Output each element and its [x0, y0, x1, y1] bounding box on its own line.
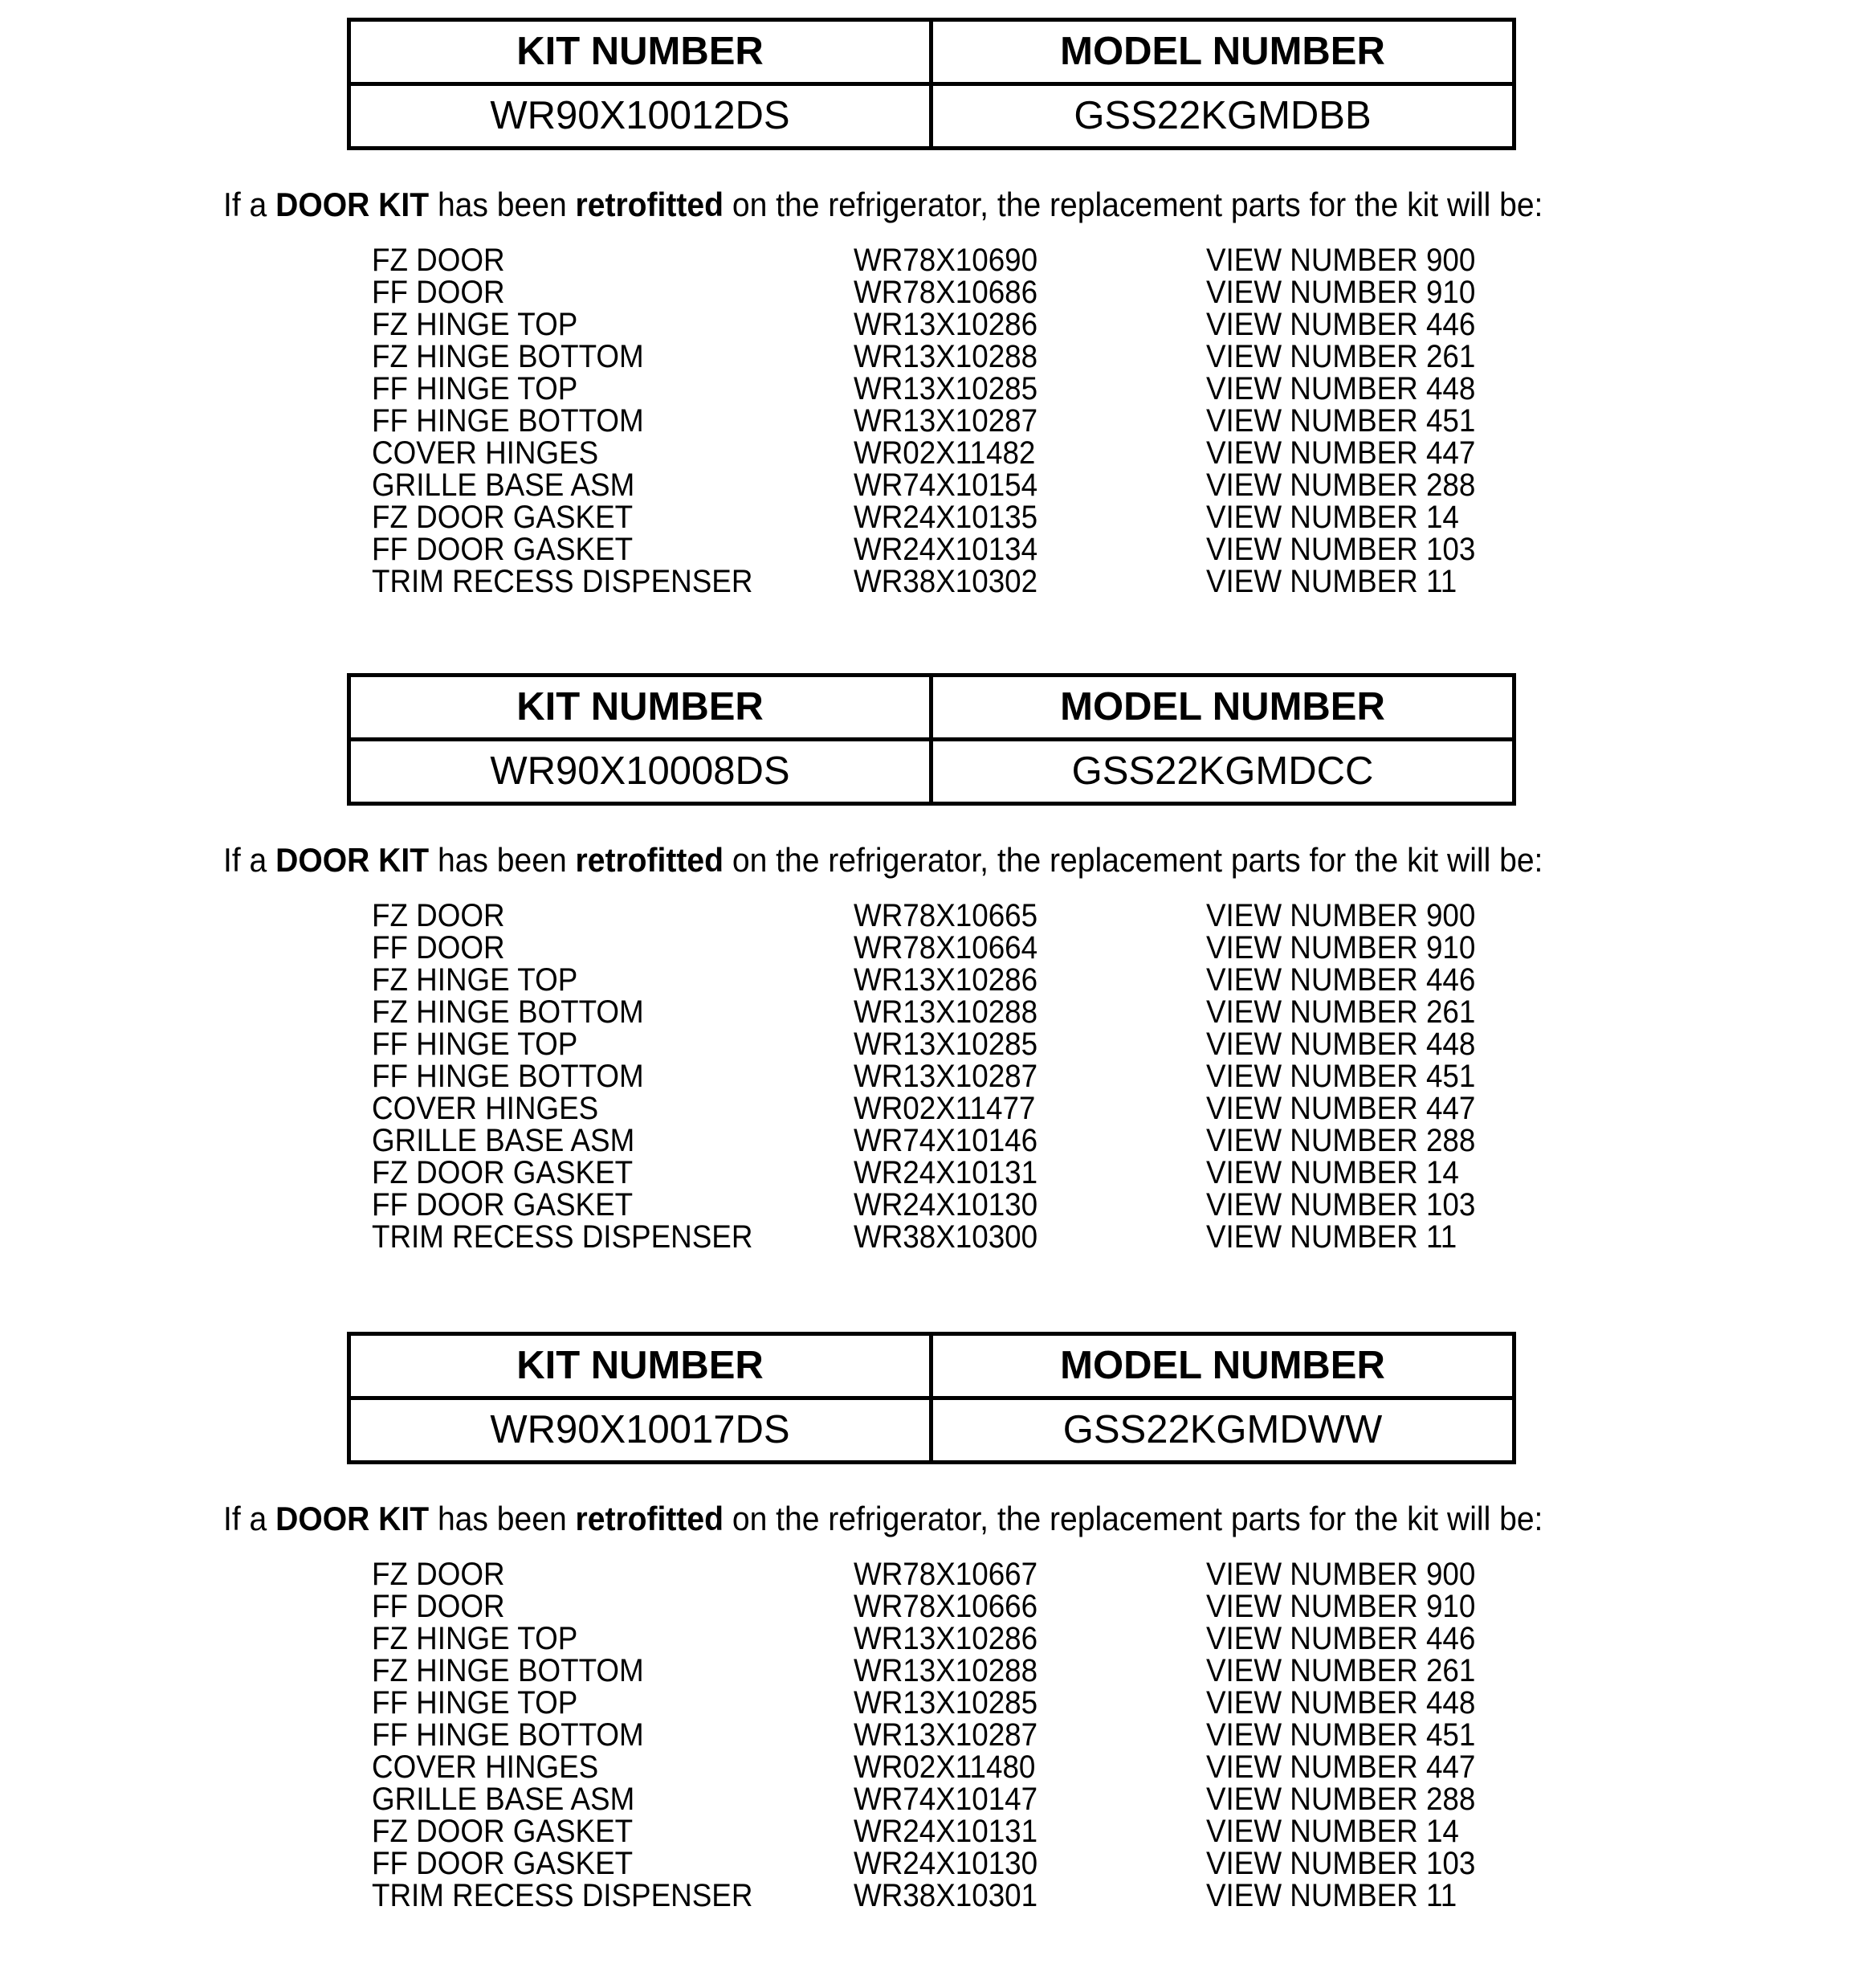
- part-label: COVER HINGES: [372, 1091, 599, 1126]
- table-value-row: [349, 84, 1514, 149]
- view-number: VIEW NUMBER 11: [1206, 1878, 1457, 1913]
- kit-number-cell: [349, 740, 932, 804]
- parts-row: [0, 1125, 1863, 1157]
- view-number: VIEW NUMBER 11: [1206, 564, 1457, 599]
- part-label: FF HINGE TOP: [372, 1685, 578, 1721]
- part-number: WR38X10301: [854, 1878, 1038, 1913]
- table-header-row: [349, 1334, 1514, 1398]
- view-number: VIEW NUMBER 447: [1206, 1091, 1476, 1126]
- part-number: WR74X10154: [854, 467, 1038, 503]
- view-number: VIEW NUMBER 447: [1206, 435, 1476, 471]
- retrofit-note-middle: has been: [429, 841, 576, 879]
- view-number: VIEW NUMBER 14: [1206, 1155, 1459, 1190]
- part-label: TRIM RECESS DISPENSER: [372, 564, 753, 599]
- model-number-value: GSS22KGMDWW: [1062, 1408, 1383, 1451]
- retrofit-note: [223, 1502, 1543, 1536]
- part-number: WR13X10287: [854, 403, 1038, 439]
- parts-row: [0, 1623, 1863, 1655]
- view-number: VIEW NUMBER 900: [1206, 1557, 1476, 1592]
- retrofit-note-middle: has been: [429, 186, 576, 223]
- part-number: WR13X10286: [854, 962, 1038, 998]
- kit-number-header-label: KIT NUMBER: [516, 30, 764, 73]
- part-label: FZ DOOR: [372, 1557, 505, 1592]
- kit-number-cell: [349, 84, 932, 149]
- view-number: VIEW NUMBER 446: [1206, 1621, 1476, 1656]
- part-number: WR24X10131: [854, 1814, 1038, 1849]
- part-label: FZ HINGE TOP: [372, 1621, 578, 1656]
- view-number: VIEW NUMBER 288: [1206, 467, 1476, 503]
- parts-row: [0, 1655, 1863, 1687]
- kit-model-table: [347, 1332, 1516, 1464]
- part-number: WR24X10130: [854, 1846, 1038, 1881]
- parts-list: [0, 900, 1863, 1253]
- model-number-header: [932, 20, 1514, 84]
- view-number: VIEW NUMBER 261: [1206, 994, 1476, 1030]
- view-number: VIEW NUMBER 900: [1206, 898, 1476, 933]
- part-number: WR13X10286: [854, 307, 1038, 342]
- view-number: VIEW NUMBER 910: [1206, 275, 1476, 310]
- parts-row: [0, 1221, 1863, 1253]
- parts-row: [0, 1060, 1863, 1092]
- view-number: VIEW NUMBER 448: [1206, 371, 1476, 406]
- model-number-header-label: MODEL NUMBER: [1060, 1344, 1385, 1387]
- view-number: VIEW NUMBER 288: [1206, 1782, 1476, 1817]
- parts-row: [0, 1189, 1863, 1221]
- model-number-header-label: MODEL NUMBER: [1060, 30, 1385, 73]
- part-number: WR78X10665: [854, 898, 1038, 933]
- kit-number-value: WR90X10008DS: [490, 749, 790, 793]
- retrofit-note-middle: has been: [429, 1500, 576, 1537]
- part-label: GRILLE BASE ASM: [372, 1782, 635, 1817]
- part-number: WR74X10146: [854, 1123, 1038, 1158]
- part-number: WR13X10287: [854, 1059, 1038, 1094]
- parts-row: [0, 405, 1863, 437]
- retrofit-note-door-kit: DOOR KIT: [275, 841, 430, 879]
- part-number: WR78X10667: [854, 1557, 1038, 1592]
- parts-row: [0, 1092, 1863, 1125]
- retrofit-note-suffix: on the refrigerator, the replacement parts for the kit will be:: [723, 1500, 1543, 1537]
- model-number-header: [932, 676, 1514, 740]
- retrofit-note-door-kit: DOOR KIT: [275, 1500, 430, 1537]
- view-number: VIEW NUMBER 910: [1206, 930, 1476, 965]
- part-label: FZ HINGE TOP: [372, 307, 578, 342]
- retrofit-note: [223, 188, 1543, 222]
- part-number: WR78X10666: [854, 1589, 1038, 1624]
- model-number-cell: [932, 84, 1514, 149]
- part-number: WR24X10134: [854, 532, 1038, 567]
- table-header-row: [349, 676, 1514, 740]
- parts-row: [0, 437, 1863, 469]
- parts-row: [0, 373, 1863, 405]
- part-number: WR38X10300: [854, 1219, 1038, 1255]
- kit-model-table: [347, 673, 1516, 806]
- parts-row: [0, 1719, 1863, 1751]
- part-number: WR24X10130: [854, 1187, 1038, 1223]
- part-number: WR78X10686: [854, 275, 1038, 310]
- part-label: FZ DOOR: [372, 898, 505, 933]
- view-number: VIEW NUMBER 14: [1206, 500, 1459, 535]
- kit-number-header: [349, 676, 932, 740]
- parts-row: [0, 1558, 1863, 1590]
- parts-row: [0, 1157, 1863, 1189]
- view-number: VIEW NUMBER 103: [1206, 1187, 1476, 1223]
- part-label: FF DOOR GASKET: [372, 532, 634, 567]
- parts-list: [0, 1558, 1863, 1912]
- part-label: FF HINGE TOP: [372, 371, 578, 406]
- view-number: VIEW NUMBER 451: [1206, 403, 1476, 439]
- view-number: VIEW NUMBER 11: [1206, 1219, 1457, 1255]
- part-number: WR38X10302: [854, 564, 1038, 599]
- part-number: WR13X10288: [854, 1653, 1038, 1688]
- parts-row: [0, 533, 1863, 565]
- kit-number-header-label: KIT NUMBER: [516, 685, 764, 729]
- part-number: WR78X10664: [854, 930, 1038, 965]
- part-label: FF DOOR: [372, 1589, 505, 1624]
- view-number: VIEW NUMBER 451: [1206, 1717, 1476, 1753]
- table-header-row: [349, 20, 1514, 84]
- parts-row: [0, 1751, 1863, 1783]
- part-label: COVER HINGES: [372, 435, 599, 471]
- view-number: VIEW NUMBER 448: [1206, 1027, 1476, 1062]
- parts-row: [0, 1590, 1863, 1623]
- parts-row: [0, 1687, 1863, 1719]
- part-label: FF HINGE BOTTOM: [372, 1717, 644, 1753]
- parts-row: [0, 900, 1863, 932]
- part-number: WR13X10288: [854, 339, 1038, 374]
- part-label: COVER HINGES: [372, 1749, 599, 1785]
- part-label: GRILLE BASE ASM: [372, 1123, 635, 1158]
- part-label: FZ DOOR GASKET: [372, 500, 634, 535]
- kit-number-value: WR90X10012DS: [490, 94, 790, 137]
- view-number: VIEW NUMBER 446: [1206, 307, 1476, 342]
- part-number: WR74X10147: [854, 1782, 1038, 1817]
- view-number: VIEW NUMBER 261: [1206, 339, 1476, 374]
- parts-row: [0, 1815, 1863, 1847]
- kit-number-header-label: KIT NUMBER: [516, 1344, 764, 1387]
- part-number: WR13X10285: [854, 371, 1038, 406]
- parts-row: [0, 996, 1863, 1028]
- parts-row: [0, 501, 1863, 533]
- model-number-header: [932, 1334, 1514, 1398]
- part-label: FF DOOR GASKET: [372, 1187, 634, 1223]
- kit-model-table: [347, 18, 1516, 150]
- part-number: WR13X10285: [854, 1027, 1038, 1062]
- part-label: GRILLE BASE ASM: [372, 467, 635, 503]
- retrofit-note-door-kit: DOOR KIT: [275, 186, 430, 223]
- view-number: VIEW NUMBER 900: [1206, 243, 1476, 278]
- retrofit-note-prefix: If a: [223, 841, 276, 879]
- part-number: WR24X10131: [854, 1155, 1038, 1190]
- view-number: VIEW NUMBER 451: [1206, 1059, 1476, 1094]
- part-label: FZ HINGE TOP: [372, 962, 578, 998]
- part-number: WR24X10135: [854, 500, 1038, 535]
- kit-number-cell: [349, 1398, 932, 1463]
- view-number: VIEW NUMBER 14: [1206, 1814, 1459, 1849]
- table-value-row: [349, 740, 1514, 804]
- part-number: WR02X11482: [854, 435, 1036, 471]
- part-number: WR13X10287: [854, 1717, 1038, 1753]
- parts-row: [0, 964, 1863, 996]
- part-label: TRIM RECESS DISPENSER: [372, 1878, 753, 1913]
- parts-row: [0, 1028, 1863, 1060]
- parts-row: [0, 341, 1863, 373]
- view-number: VIEW NUMBER 448: [1206, 1685, 1476, 1721]
- parts-row: [0, 308, 1863, 341]
- part-label: FF HINGE BOTTOM: [372, 403, 644, 439]
- model-number-cell: [932, 740, 1514, 804]
- part-label: FZ DOOR GASKET: [372, 1814, 634, 1849]
- parts-row: [0, 276, 1863, 308]
- model-number-value: GSS22KGMDBB: [1074, 94, 1372, 137]
- part-label: FF HINGE BOTTOM: [372, 1059, 644, 1094]
- part-label: FZ HINGE BOTTOM: [372, 339, 644, 374]
- view-number: VIEW NUMBER 910: [1206, 1589, 1476, 1624]
- parts-row: [0, 932, 1863, 964]
- part-label: FF HINGE TOP: [372, 1027, 578, 1062]
- retrofit-note-retrofitted: retrofitted: [575, 186, 724, 223]
- part-number: WR02X11477: [854, 1091, 1036, 1126]
- part-number: WR13X10288: [854, 994, 1038, 1030]
- view-number: VIEW NUMBER 103: [1206, 532, 1476, 567]
- parts-row: [0, 469, 1863, 501]
- retrofit-note: [223, 843, 1543, 877]
- kit-number-value: WR90X10017DS: [490, 1408, 790, 1451]
- model-number-value: GSS22KGMDCC: [1071, 749, 1374, 793]
- view-number: VIEW NUMBER 261: [1206, 1653, 1476, 1688]
- model-number-header-label: MODEL NUMBER: [1060, 685, 1385, 729]
- part-label: FZ HINGE BOTTOM: [372, 994, 644, 1030]
- part-label: FF DOOR: [372, 930, 505, 965]
- part-label: FZ HINGE BOTTOM: [372, 1653, 644, 1688]
- retrofit-note-retrofitted: retrofitted: [575, 841, 724, 879]
- part-label: FZ DOOR GASKET: [372, 1155, 634, 1190]
- part-number: WR02X11480: [854, 1749, 1036, 1785]
- kit-number-header: [349, 1334, 932, 1398]
- retrofit-note-prefix: If a: [223, 186, 276, 223]
- parts-row: [0, 244, 1863, 276]
- part-label: FF DOOR GASKET: [372, 1846, 634, 1881]
- parts-row: [0, 1847, 1863, 1880]
- parts-row: [0, 1783, 1863, 1815]
- part-label: TRIM RECESS DISPENSER: [372, 1219, 753, 1255]
- view-number: VIEW NUMBER 103: [1206, 1846, 1476, 1881]
- retrofit-note-suffix: on the refrigerator, the replacement parts for the kit will be:: [723, 186, 1543, 223]
- kit-number-header: [349, 20, 932, 84]
- retrofit-note-retrofitted: retrofitted: [575, 1500, 724, 1537]
- view-number: VIEW NUMBER 446: [1206, 962, 1476, 998]
- part-label: FF DOOR: [372, 275, 505, 310]
- retrofit-note-prefix: If a: [223, 1500, 276, 1537]
- parts-row: [0, 565, 1863, 598]
- model-number-cell: [932, 1398, 1514, 1463]
- part-number: WR13X10286: [854, 1621, 1038, 1656]
- view-number: VIEW NUMBER 288: [1206, 1123, 1476, 1158]
- parts-list: [0, 244, 1863, 598]
- part-number: WR13X10285: [854, 1685, 1038, 1721]
- part-label: FZ DOOR: [372, 243, 505, 278]
- parts-row: [0, 1880, 1863, 1912]
- part-number: WR78X10690: [854, 243, 1038, 278]
- retrofit-note-suffix: on the refrigerator, the replacement parts for the kit will be:: [723, 841, 1543, 879]
- view-number: VIEW NUMBER 447: [1206, 1749, 1476, 1785]
- table-value-row: [349, 1398, 1514, 1463]
